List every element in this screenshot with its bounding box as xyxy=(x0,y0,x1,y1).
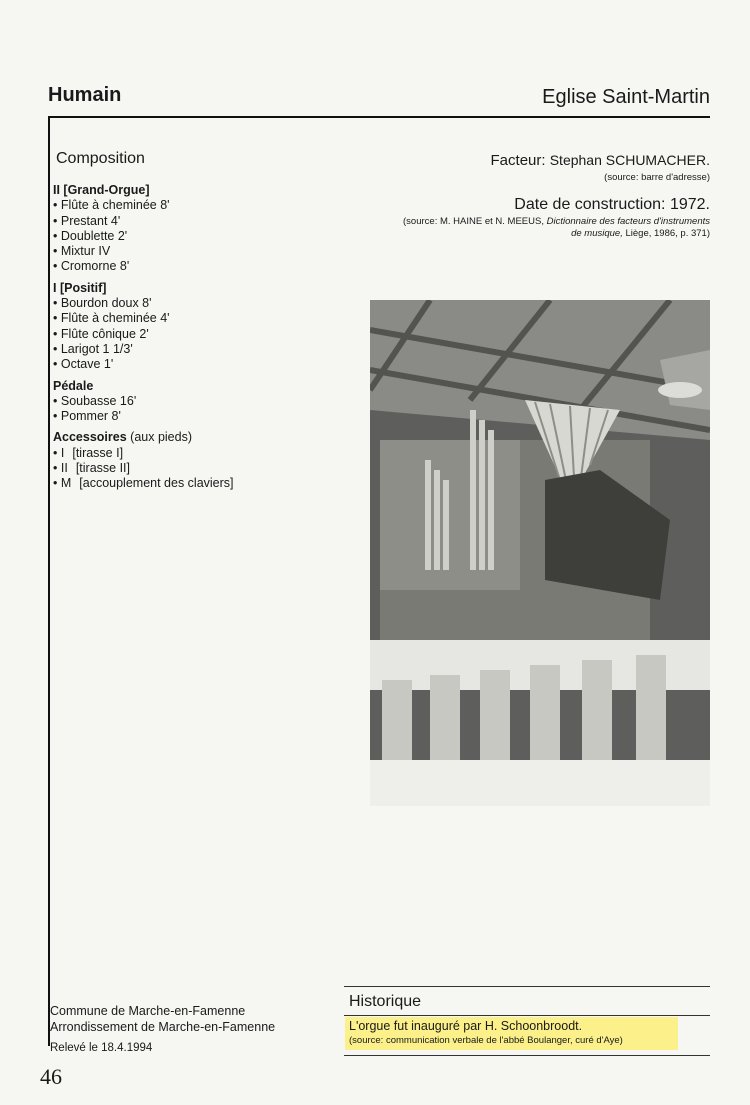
stop-item: • Flûte à cheminée 4' xyxy=(53,311,170,326)
page-header-right: Eglise Saint-Martin xyxy=(542,86,710,108)
stop-item: • Doublette 2' xyxy=(53,228,128,243)
stop-item: • Cromorne 8' xyxy=(53,259,130,274)
organ-photo xyxy=(370,300,710,806)
historique-source: (source: communication verbale de l'abbé Boulanger, curé d'Aye) xyxy=(349,1035,623,1046)
arrondissement-text: Arrondissement de Marche-en-Famenne xyxy=(50,1019,276,1034)
page-number: 46 xyxy=(40,1064,62,1089)
accessory-item: • I [tirasse I] xyxy=(53,445,124,460)
historique-text: L'orgue fut inauguré par H. Schoonbroodt. xyxy=(349,1019,583,1033)
historique-rule xyxy=(344,1015,710,1016)
stop-item: • Bourdon doux 8' xyxy=(53,296,152,311)
stop-item: • Larigot 1 1/3' xyxy=(53,341,133,356)
accessory-item: • II [tirasse II] xyxy=(53,461,130,476)
accessory-item: • M [accouplement des claviers] xyxy=(53,476,234,491)
stop-item: • Prestant 4' xyxy=(53,213,121,228)
header-rule xyxy=(48,116,710,118)
section-heading-grand-orgue: II [Grand-Orgue] xyxy=(53,183,150,197)
stop-item: • Mixtur IV xyxy=(53,244,111,259)
historique-title: Historique xyxy=(349,993,422,1010)
section-heading-positif: I [Positif] xyxy=(53,280,107,295)
section-heading-pedale: Pédale xyxy=(53,378,94,393)
composition-title: Composition xyxy=(56,150,145,167)
page-header-left: Humain xyxy=(48,84,122,106)
stop-item: • Flûte cônique 2' xyxy=(53,326,149,341)
left-rule xyxy=(48,116,50,1046)
stop-item: • Octave 1' xyxy=(53,357,114,372)
historique-top-rule xyxy=(344,986,710,987)
commune-text: Commune de Marche-en-Famenne xyxy=(50,1004,246,1018)
stop-item: • Flûte à cheminée 8' xyxy=(53,198,170,213)
location-block xyxy=(50,1004,275,1035)
facteur-source: (source: barre d'adresse) xyxy=(604,172,710,183)
historique-bottom-rule xyxy=(344,1055,710,1056)
releve-date: Relevé le 18.4.1994 xyxy=(50,1042,153,1054)
stop-item: • Pommer 8' xyxy=(53,409,121,424)
date-source: (source: M. HAINE et N. MEEUS, Dictionnaire des facteurs d'instruments de musique, Liège, 1986, p. 371) xyxy=(403,216,710,239)
composition-list xyxy=(53,183,353,492)
facteur-line: Facteur: Stephan SCHUMACHER. xyxy=(490,152,710,169)
stop-item: • Soubasse 16' xyxy=(53,393,137,408)
section-heading-accessoires: Accessoires (aux pieds) xyxy=(53,430,192,445)
date-line: Date de construction: 1972. xyxy=(514,196,710,213)
